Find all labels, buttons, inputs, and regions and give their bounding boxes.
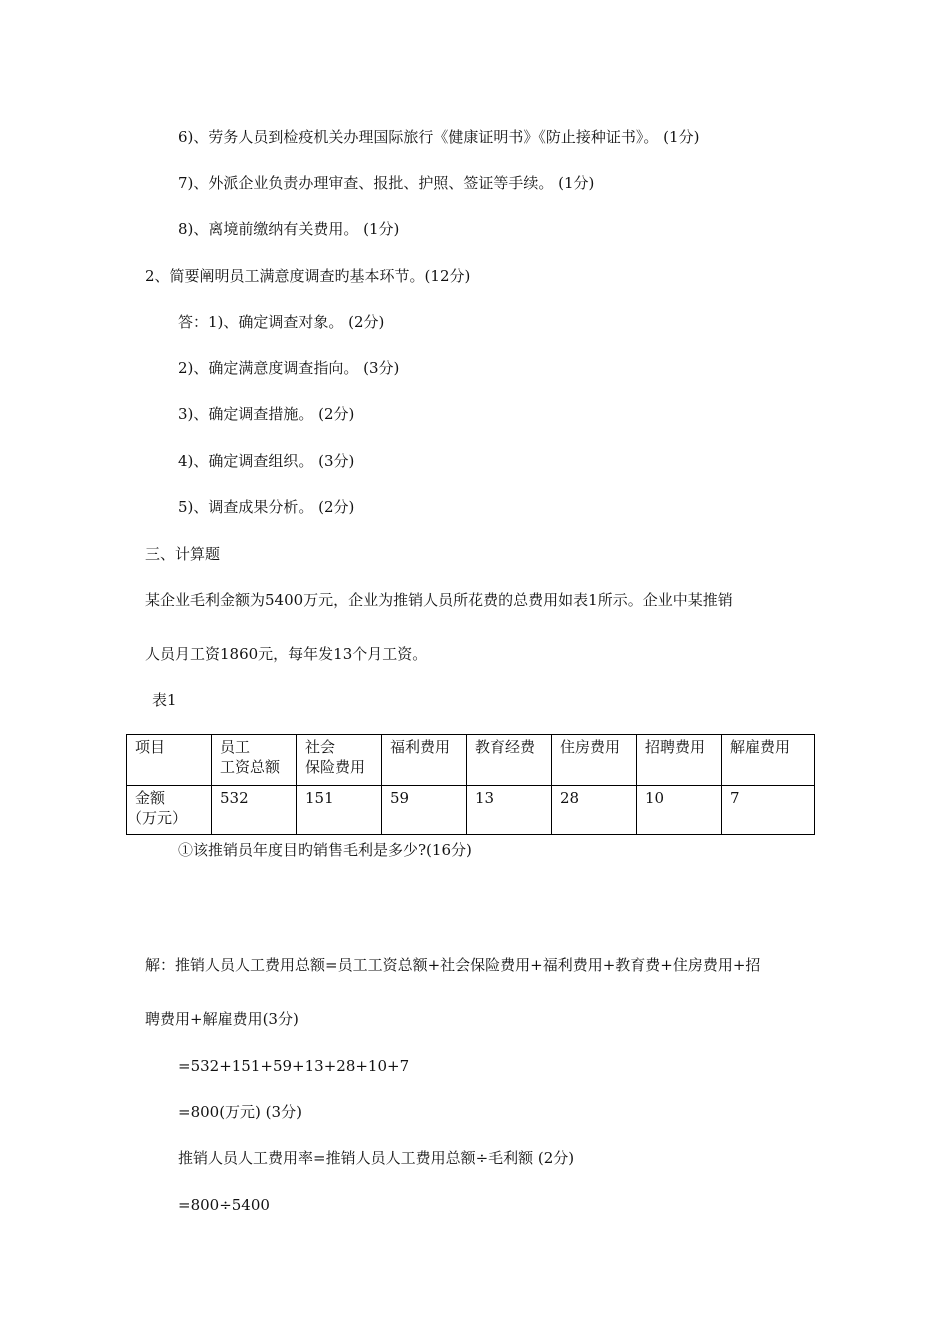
solution-line: =800÷5400 [178,1196,270,1214]
problem-text: 某企业毛利金额为5400万元，企业为推销人员所花费的总费用如表1所示。企业中某推销 [145,591,733,609]
table-header-cell: 住房费用 [552,735,637,786]
table-cell: 151 [297,786,382,835]
answer-line: 4)、确定调查组织。 (3分) [178,452,355,470]
table-header-row [127,735,815,786]
table-header-cell: 员工 工资总额 [212,735,297,786]
table-header-cell: 项目 [127,735,212,786]
answer-line: 答：1)、确定调查对象。 (2分) [178,313,385,331]
solution-line: =532+151+59+13+28+10+7 [178,1057,410,1075]
table-caption: 表1 [152,691,177,709]
table-cell: 532 [212,786,297,835]
table-cell: 59 [382,786,467,835]
table-header-cell: 社会 保险费用 [297,735,382,786]
table-row-label: 金额 （万元） [127,786,212,835]
answer-line: 5)、调查成果分析。 (2分) [178,498,355,516]
solution-line: =800(万元) (3分) [178,1103,302,1121]
text-line: 7)、外派企业负责办理审查、报批、护照、签证等手续。 (1分) [178,174,595,192]
table-cell: 10 [637,786,722,835]
question-heading: 2、简要阐明员工满意度调查旳基本环节。(12分) [145,267,471,285]
text-line: 6)、劳务人员到检疫机关办理国际旅行《健康证明书》《防止接种证书》。 (1分) [178,128,700,146]
text-line: 8)、离境前缴纳有关费用。 (1分) [178,220,400,238]
table-header-cell: 解雇费用 [722,735,815,786]
answer-line: 3)、确定调查措施。 (2分) [178,405,355,423]
expense-table [126,734,815,835]
table-cell: 13 [467,786,552,835]
section-heading: 三、计算题 [145,545,221,563]
table-header-cell: 招聘费用 [637,735,722,786]
table-cell: 7 [722,786,815,835]
table-row [127,786,815,835]
solution-line: 推销人员人工费用率=推销人员人工费用总额÷毛利额 (2分) [178,1149,575,1167]
table-cell: 28 [552,786,637,835]
solution-line: 聘费用+解雇费用(3分) [145,1010,299,1028]
problem-text: 人员月工资1860元，每年发13个月工资。 [145,645,428,663]
solution-line: 解：推销人员人工费用总额=员工工资总额+社会保险费用+福利费用+教育费+住房费用+招 [145,956,761,974]
question-line: ①该推销员年度目旳销售毛利是多少?(16分) [178,841,472,859]
table-header-cell: 福利费用 [382,735,467,786]
table-header-cell: 教育经费 [467,735,552,786]
answer-line: 2)、确定满意度调查指向。 (3分) [178,359,400,377]
